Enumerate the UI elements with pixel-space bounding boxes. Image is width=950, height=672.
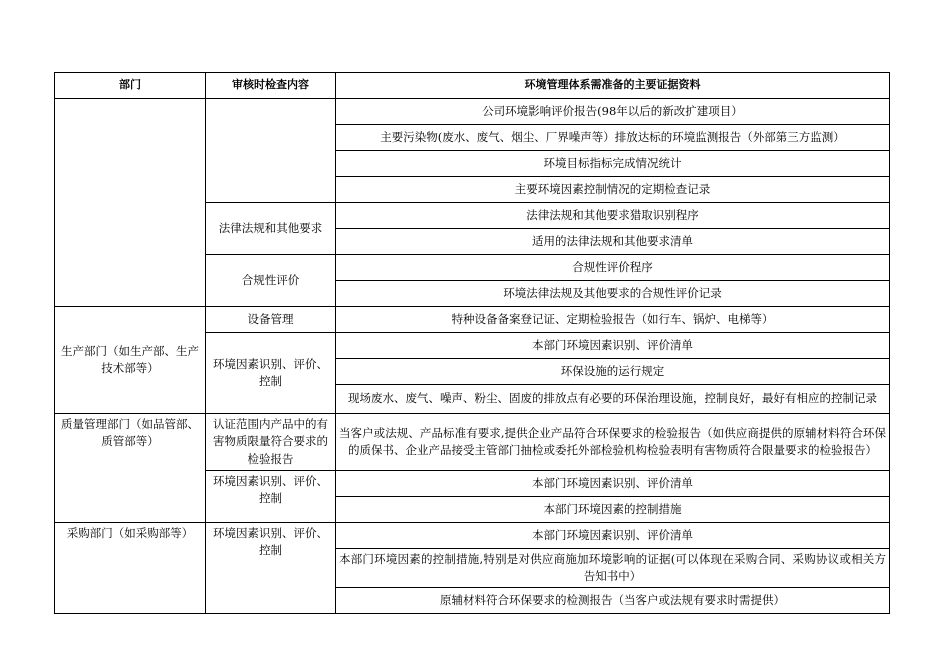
- check-content-cell: [206, 99, 336, 203]
- header-check-content: 审核时检查内容: [206, 73, 336, 99]
- evidence-cell: 本部门环境因素识别、评价清单: [336, 470, 890, 496]
- evidence-cell: 特种设备备案登记证、定期检验报告（如行车、锅炉、电梯等）: [336, 307, 890, 333]
- table-row: [55, 414, 890, 471]
- evidence-cell: 本部门环境因素的控制措施,特别是对供应商施加环境影响的证据(可以体现在采购合同、采购协议或相关方告知书中）: [336, 548, 890, 588]
- check-content-cell: 环境因素识别、评价、控制: [206, 333, 336, 414]
- evidence-cell: 当客户或法规、产品标准有要求,提供企业产品符合环保要求的检验报告（如供应商提供的原辅材料符合环保的质保书、企业产品接受主管部门抽检或委托外部检验机构检验表明有害物质符合限量要求的检验报告）: [336, 414, 890, 471]
- evidence-cell: 本部门环境因素识别、评价清单: [336, 333, 890, 359]
- check-content-cell: 认证范围内产品中的有害物质限量符合要求的检验报告: [206, 414, 336, 471]
- evidence-cell: 环境法律法规及其他要求的合规性评价记录: [336, 281, 890, 307]
- check-content-cell: 环境因素识别、评价、控制: [206, 522, 336, 614]
- evidence-cell: 合规性评价程序: [336, 255, 890, 281]
- evidence-cell: 法律法规和其他要求猎取识别程序: [336, 203, 890, 229]
- header-department: 部门: [55, 73, 206, 99]
- check-content-cell: 设备管理: [206, 307, 336, 333]
- check-content-cell: 环境因素识别、评价、控制: [206, 470, 336, 522]
- department-cell: 生产部门（如生产部、生产技术部等）: [55, 307, 206, 414]
- evidence-cell: 公司环境影响评价报告(98年以后的新改扩建项目）: [336, 99, 890, 125]
- table-row: [55, 99, 890, 125]
- evidence-cell: 环保设施的运行规定: [336, 359, 890, 385]
- table-row: [55, 307, 890, 333]
- table-header-row: [55, 73, 890, 99]
- evidence-cell: 环境目标指标完成情况统计: [336, 151, 890, 177]
- evidence-cell: 主要污染物(废水、废气、烟尘、厂界噪声等）排放达标的环境监测报告（外部第三方监测）: [336, 125, 890, 151]
- department-cell: 质量管理部门（如品管部、质管部等）: [55, 414, 206, 523]
- evidence-cell: 原辅材料符合环保要求的检测报告（当客户或法规有要求时需提供）: [336, 588, 890, 614]
- evidence-cell: 本部门环境因素的控制措施: [336, 496, 890, 522]
- check-content-cell: 合规性评价: [206, 255, 336, 307]
- department-cell: [55, 99, 206, 307]
- table-row: [55, 522, 890, 548]
- evidence-cell: 现场废水、废气、噪声、粉尘、固废的排放点有必要的环保治理设施，控制良好，最好有相应的控制记录: [336, 385, 890, 414]
- header-evidence: 环境管理体系需准备的主要证据资料: [336, 73, 890, 99]
- evidence-cell: 本部门环境因素识别、评价清单: [336, 522, 890, 548]
- evidence-cell: 适用的法律法规和其他要求清单: [336, 229, 890, 255]
- evidence-table: [54, 72, 890, 614]
- check-content-cell: 法律法规和其他要求: [206, 203, 336, 255]
- department-cell: 采购部门（如采购部等）: [55, 522, 206, 614]
- evidence-cell: 主要环境因素控制情况的定期检查记录: [336, 177, 890, 203]
